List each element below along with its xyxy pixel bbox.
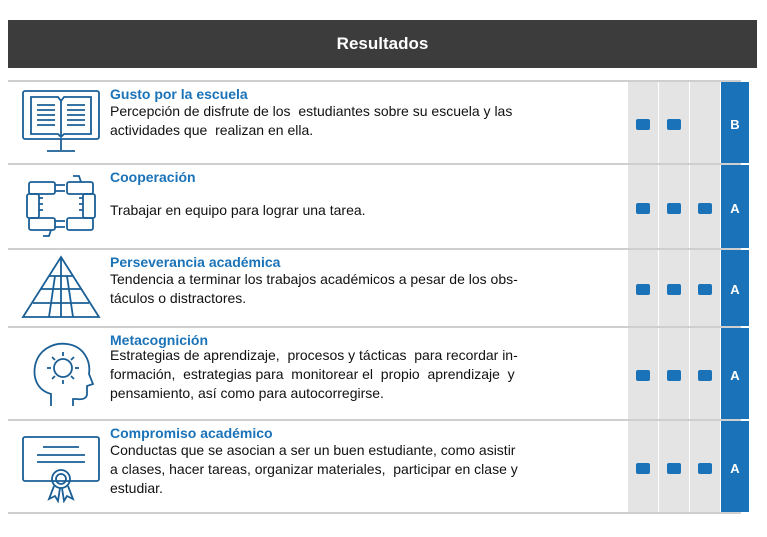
level-square: [667, 370, 681, 381]
results-table: [8, 80, 741, 514]
grade-column: [721, 82, 749, 163]
result-title: Perseverancia académica: [110, 254, 281, 270]
description-line: Conductas que se asocian a ser un buen estudiante, como asistir: [110, 442, 516, 458]
cooperation-hands-icon: [16, 165, 106, 248]
level-column: [659, 421, 689, 512]
description-line: Tendencia a terminar los trabajos académicos a pesar de los obs-: [110, 271, 518, 287]
level-column: [690, 421, 720, 512]
grade-letter: A: [730, 461, 740, 476]
result-text: [110, 421, 590, 496]
level-column: [659, 165, 689, 248]
level-column: [628, 165, 658, 248]
grade-letter: A: [730, 201, 740, 216]
results-header: [8, 20, 757, 68]
description-line: pensamiento, así como para autocorregirse.: [110, 385, 384, 401]
level-square: [667, 203, 681, 214]
grade-column: [721, 165, 749, 248]
grade-column: [721, 421, 749, 512]
result-title: Cooperación: [110, 169, 196, 185]
grade-column: [721, 250, 749, 326]
description-line: Estrategias de aprendizaje, procesos y tácticas para recordar in-: [110, 347, 518, 363]
level-column: [628, 82, 658, 163]
book-monitor-icon: [16, 82, 106, 163]
level-column: [628, 328, 658, 419]
level-column: [690, 165, 720, 248]
level-square: [636, 463, 650, 474]
result-text: [110, 250, 590, 306]
level-square: [667, 463, 681, 474]
level-column: [690, 250, 720, 326]
result-description: [110, 102, 512, 140]
level-column: [659, 82, 689, 163]
level-square: [698, 203, 712, 214]
result-row: [8, 326, 741, 419]
level-column: [659, 250, 689, 326]
level-column: [628, 250, 658, 326]
result-row: [8, 80, 741, 163]
description-line: estudiar.: [110, 480, 163, 496]
result-title: Compromiso académico: [110, 425, 273, 441]
results-title: Resultados: [336, 34, 429, 53]
result-title: Gusto por la escuela: [110, 86, 248, 102]
grade-column: [721, 328, 749, 419]
result-row: [8, 248, 741, 326]
level-square: [698, 284, 712, 295]
head-brain-icon: [16, 328, 106, 419]
description-line: actividades que realizan en ella.: [110, 122, 314, 138]
level-square: [698, 370, 712, 381]
level-column: [690, 82, 720, 163]
result-row: [8, 163, 741, 248]
result-text: [110, 328, 590, 401]
result-title: Metacognición: [110, 332, 209, 348]
description-line: a clases, hacer tareas, organizar materiales, participar en clase y: [110, 461, 518, 477]
result-description: [110, 201, 366, 220]
description-line: Percepción de disfrute de los estudiantes sobre su escuela y las: [110, 103, 513, 119]
level-column: [628, 421, 658, 512]
pyramid-icon: [16, 250, 106, 326]
result-row: [8, 419, 741, 514]
grade-letter: A: [730, 368, 740, 383]
result-description: [110, 346, 518, 403]
level-square: [667, 119, 681, 130]
level-square: [636, 370, 650, 381]
certificate-icon: [16, 421, 106, 512]
description-line: táculos o distractores.: [110, 290, 247, 306]
result-text: [110, 165, 590, 218]
result-description: [110, 270, 518, 308]
level-column: [690, 328, 720, 419]
level-square: [636, 284, 650, 295]
level-square: [636, 119, 650, 130]
level-square: [667, 284, 681, 295]
result-description: [110, 441, 518, 498]
result-text: [110, 82, 590, 138]
level-square: [636, 203, 650, 214]
description-line: Trabajar en equipo para lograr una tarea.: [110, 202, 366, 218]
description-line: formación, estrategias para monitorear el propio aprendizaje y: [110, 366, 515, 382]
level-square: [698, 463, 712, 474]
grade-letter: A: [730, 282, 740, 297]
grade-letter: B: [730, 117, 740, 132]
level-column: [659, 328, 689, 419]
